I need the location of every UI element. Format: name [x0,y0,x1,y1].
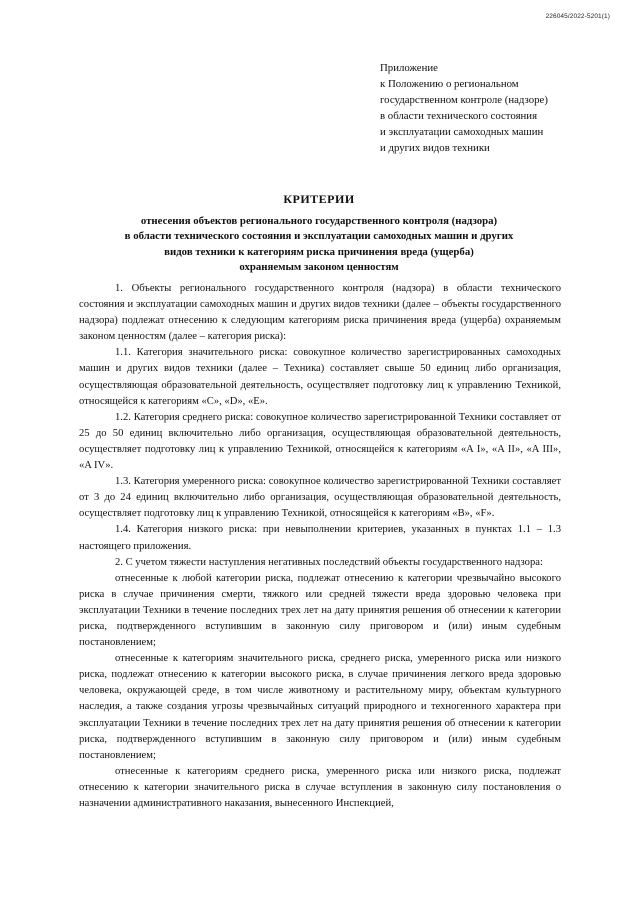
paragraph-1-3: 1.3. Категория умеренного риска: совокупное количество зарегистрированной Техники составляет от 3 до 24 единиц включительно либо организация, осуществляющая образовательной деятельность, осуществляет подготовку лиц к управлению Техникой, относящейся к категориям «B», «F». [79,476,561,520]
title-line: видов техники к категориям риска причинения вреда (ущерба) [164,245,474,258]
paragraph-2-extreme-risk: отнесенные к любой категории риска, подлежат отнесению к категории чрезвычайно высокого риска в случае причинения смерти, тяжкого или средней тяжести вреда здоровью человека при эксплуатации Техники в течение последних трех лет на дату принятия решения об отнесении к категории риска, подтвержденного вступившим в законную силу приговором и (или) иным судебным постановлением; [79,572,561,649]
appendix-line: к Положению о региональном [380,78,519,90]
appendix-line: и эксплуатации самоходных машин [380,126,544,138]
body-text [79,281,561,812]
paragraph-2: 2. С учетом тяжести наступления негативных последствий объекты государственного надзора: [115,556,543,568]
paragraph-1-1: 1.1. Категория значительного риска: совокупное количество зарегистрированных самоходных машин и других видов техники (далее – Техника) составляет свыше 50 единиц либо организация, осуществляющая образовательной деятельность, осуществляет подготовку лиц к управлению Техникой, относящейся к категориям «C», «D», «E». [79,347,561,407]
paragraph-2-high-risk: отнесенные к категориям значительного риска, среднего риска, умеренного риска или низкого риска, подлежат отнесению к категории высокого риска, в случае причинения легкого вреда здоровью человека, окружающей среде, в том числе животному и растительному миру, объектам культурного наследия, а также создания угрозы чрезвычайных ситуаций природного и техногенного характера при эксплуатации Техники в течение последних трех лет на дату принятия решения об отнесении к категории риска, подтвержденного вступившим в законную силу приговором и (или) иным судебным постановлением; [79,653,561,761]
paragraph-1-2: 1.2. Категория среднего риска: совокупное количество зарегистрированной Техники составляет от 25 до 50 единиц включительно либо организация, осуществляющая образовательной деятельность, осуществляет подготовку лиц к управлению Техникой, относящейся к категориям «A I», «A II», «A III», «A IV». [79,411,561,472]
title-line: отнесения объектов регионального государственного контроля (надзора) [140,214,498,227]
appendix-line: государственном контроле (надзоре) [380,94,548,106]
title-block [76,192,562,276]
document-id: 226045/2022-5201(1) [545,13,610,20]
appendix-line: и других видов техники [380,142,490,154]
paragraph-1-4: 1.4. Категория низкого риска: при невыполнении критериев, указанных в пунктах 1.1 – 1.3 настоящего приложения. [79,524,561,552]
title-line: в области технического состояния и эксплуатации самоходных машин и других [124,230,514,243]
appendix-line: в области технического состояния [380,110,538,122]
appendix-block [380,60,610,156]
appendix-line: Приложение [380,62,438,74]
paragraph-1: 1. Объекты регионального государственного контроля (надзора) в области технического состояния и эксплуатации самоходных машин и других видов техники (далее – объекты государственного надзора) подлежат отнесению к следующим категориям риска причинения вреда (ущерба) охраняемым законом ценностям (далее – категория риска): [79,283,561,343]
title-line: охраняемым законом ценностям [239,261,399,274]
document-title: КРИТЕРИИ [283,192,355,206]
paragraph-2-significant-risk: отнесенные к категориям среднего риска, умеренного риска или низкого риска, подлежат отнесению к категории значительного риска в случае вступления в законную силу постановления о назначении административного наказания, вынесенного Инспекцией, [79,765,561,809]
